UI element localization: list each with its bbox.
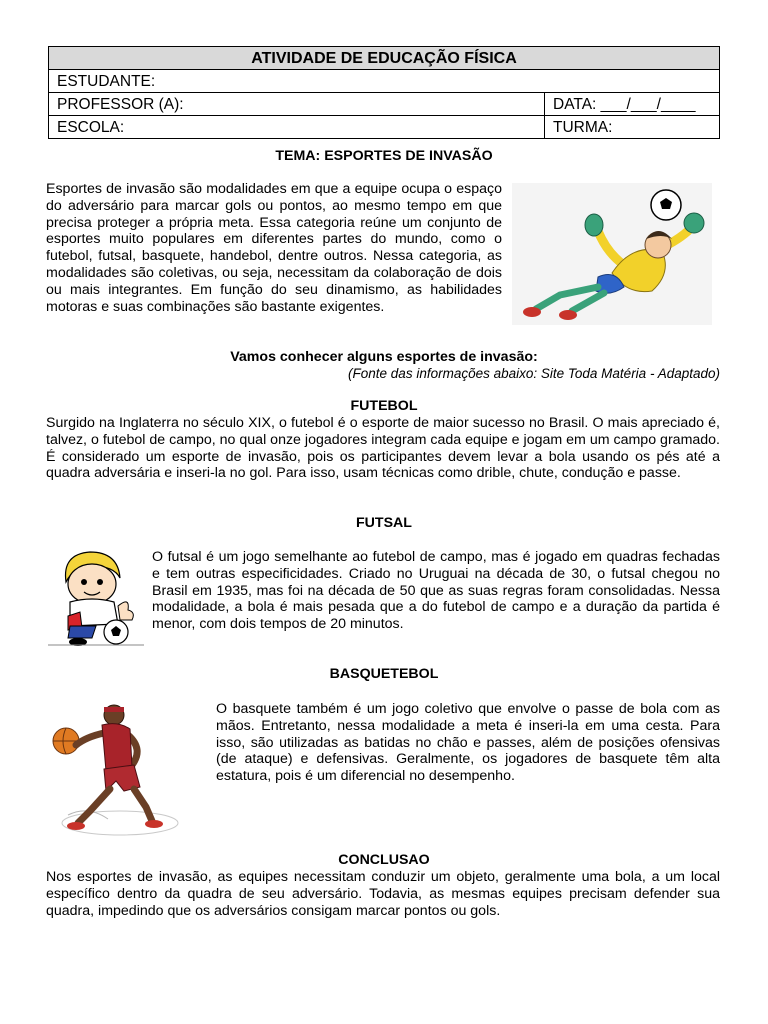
school-field: ESCOLA: bbox=[49, 116, 545, 139]
futsal-paragraph: O futsal é um jogo semelhante ao futebol de campo, mas é jogado em quadras fechadas e tem outras especificidades. Criado no Uruguai na década de 30, o futsal chegou no Brasil em 1935, mas foi na década de 50 que as suas regras foram consolidadas. Nessa modalidade, a bola é mais pesada que a do futebol de campo e a duração da partida é menor, com dois tempos de 20 minutos. bbox=[152, 549, 720, 633]
conclusion-heading: CONCLUSAO bbox=[338, 852, 430, 868]
header-table bbox=[48, 46, 720, 139]
source-note: (Fonte das informações abaixo: Site Toda Matéria - Adaptado) bbox=[348, 366, 720, 381]
sports-list-heading: Vamos conhecer alguns esportes de invasão: bbox=[230, 349, 538, 365]
date-field: DATA: ___/___/____ bbox=[545, 93, 720, 116]
futsal-heading: FUTSAL bbox=[356, 515, 412, 531]
class-field: TURMA: bbox=[545, 116, 720, 139]
futebol-paragraph: Surgido na Inglaterra no século XIX, o futebol é o esporte de maior sucesso no Brasil. O mais apreciado é, talvez, o futebol de campo, no qual onze jogadores integram cada equipe e jogam em um campo gramado. É considerado um esporte de invasão, pois os participantes devem levar a bola usando os pés até a quadra adversária e inseri-la no gol. Para isso, usam técnicas como drible, chute, condução e passe. bbox=[46, 415, 720, 482]
teacher-field: PROFESSOR (A): bbox=[49, 93, 545, 116]
goalkeeper-illustration bbox=[512, 183, 712, 325]
basketball-player-illustration bbox=[48, 695, 198, 841]
futebol-heading: FUTEBOL bbox=[350, 398, 418, 414]
theme-heading: TEMA: ESPORTES DE INVASÃO bbox=[275, 148, 493, 164]
basquete-heading: BASQUETEBOL bbox=[329, 666, 439, 682]
worksheet-title: ATIVIDADE DE EDUCAÇÃO FÍSICA bbox=[49, 47, 720, 70]
conclusion-paragraph: Nos esportes de invasão, as equipes necessitam conduzir um objeto, geralmente uma bola, a um local específico dentro da quadra de seu adversário. Todavia, as mesmas equipes precisam defender sua quadra, impedindo que os adversários consigam marcar pontos ou gols. bbox=[46, 869, 720, 919]
student-field: ESTUDANTE: bbox=[49, 70, 720, 93]
basquete-paragraph: O basquete também é um jogo coletivo que envolve o passe de bola com as mãos. Entretanto, nessa modalidade a meta é inseri-la em uma cesta. Para isso, são utilizadas as batidas no chão e passes, além de posições ofensivas (de ataque) e defensivas. Geralmente, os jogadores de basquete têm alta estatura, pois é um diferencial no desempenho. bbox=[216, 701, 720, 785]
futsal-boy-illustration bbox=[48, 546, 144, 646]
intro-paragraph: Esportes de invasão são modalidades em que a equipe ocupa o espaço do adversário para marcar gols ou pontos, ao mesmo tempo em que precisa proteger a própria meta. Essa categoria reúne um conjunto de esportes muito populares em diferentes partes do mundo, como o futebol, futsal, basquete, handebol, dentre outros. Nessa categoria, as modalidades são coletivas, ou seja, necessitam da colaboração de dois ou mais integrantes. Em função do seu dinamismo, as habilidades motoras e suas combinações são bastante exigentes. bbox=[46, 181, 502, 315]
